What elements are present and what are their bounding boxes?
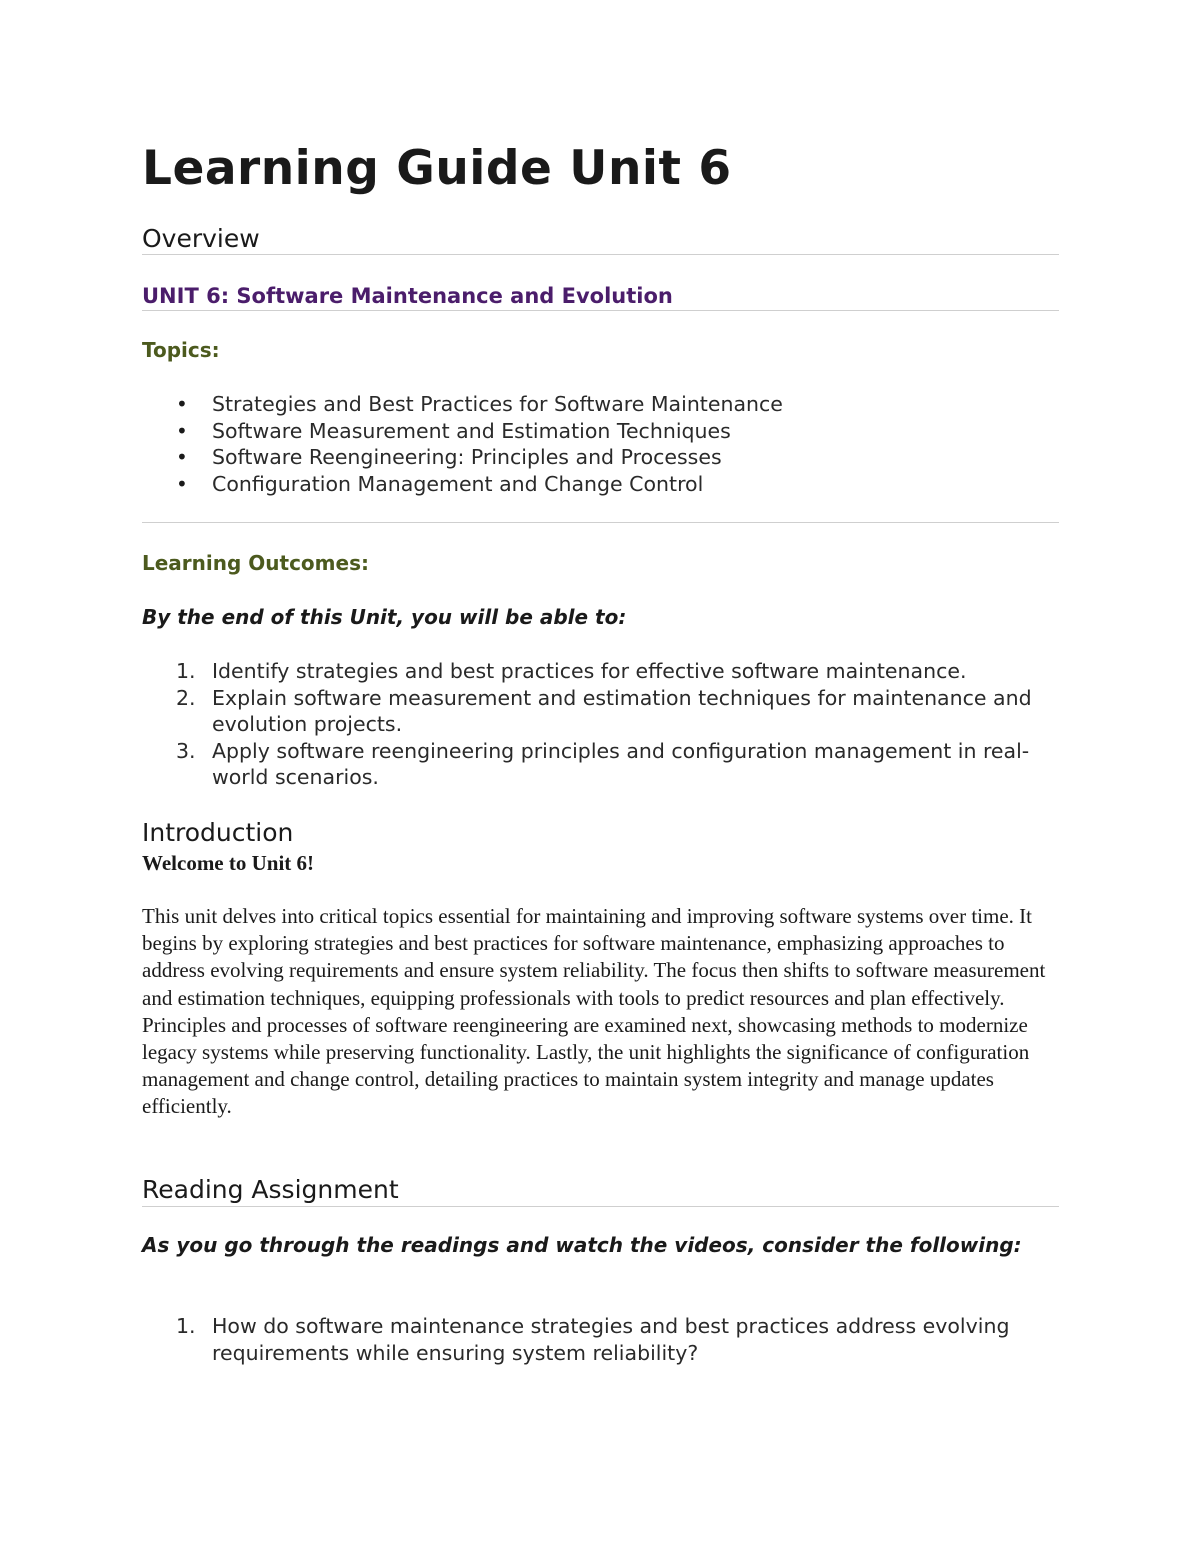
document-title: Learning Guide Unit 6 xyxy=(142,141,732,196)
question-text: How do software maintenance strategies and best practices address evolving requirements while ensuring system reliability? xyxy=(212,1314,1010,1365)
list-number: 3. xyxy=(176,738,196,763)
topics-label: Topics: xyxy=(142,338,220,362)
reading-assignment-heading: Reading Assignment xyxy=(142,1175,399,1204)
list-item xyxy=(142,471,1059,498)
bullet-icon: • xyxy=(176,392,188,416)
reading-divider xyxy=(142,1206,1059,1207)
outcomes-list xyxy=(142,658,1059,791)
list-item xyxy=(142,444,1059,471)
introduction-paragraph: This unit delves into critical topics essential for maintaining and improving software systems over time. It begins by exploring strategies and best practices for software maintenance, emphasizing approaches to address evolving requirements and ensure system reliability. The focus then shifts to software measurement and estimation techniques, equipping professionals with tools to predict resources and plan effectively. Principles and processes of software reengineering are examined next, showcasing methods to modernize legacy systems while preserving functionality. Lastly, the unit highlights the significance of configuration management and change control, detailing practices to maintain system integrity and manage updates efficiently. xyxy=(142,904,1046,1119)
list-item xyxy=(142,418,1059,445)
list-number: 1. xyxy=(176,659,196,683)
overview-heading: Overview xyxy=(142,224,260,253)
topic-text: Configuration Management and Change Control xyxy=(212,471,704,496)
list-item xyxy=(142,685,1059,738)
outcome-text: Identify strategies and best practices for effective software maintenance. xyxy=(212,659,967,683)
topic-text: Software Reengineering: Principles and Processes xyxy=(212,445,722,469)
list-number: 2. xyxy=(176,685,196,710)
reading-lead: As you go through the readings and watch the videos, consider the following: xyxy=(142,1233,1022,1257)
bullet-icon: • xyxy=(176,471,188,496)
outcome-text: Apply software reengineering principles and configuration management in real-world scenarios. xyxy=(212,738,1030,789)
list-item xyxy=(142,658,1059,685)
list-number: 1. xyxy=(176,1314,196,1338)
outcomes-label: Learning Outcomes: xyxy=(142,551,369,575)
welcome-text: Welcome to Unit 6! xyxy=(142,851,315,875)
section-divider xyxy=(142,522,1059,523)
list-item xyxy=(142,391,1059,418)
unit-title: UNIT 6: Software Maintenance and Evolution xyxy=(142,284,673,308)
outcomes-lead: By the end of this Unit, you will be able to: xyxy=(142,605,627,629)
list-item xyxy=(142,738,1059,791)
reading-questions-list xyxy=(142,1313,1059,1366)
unit-title-divider xyxy=(142,310,1059,311)
overview-divider xyxy=(142,254,1059,255)
introduction-heading: Introduction xyxy=(142,818,294,847)
topic-text: Strategies and Best Practices for Software Maintenance xyxy=(212,392,783,416)
list-item xyxy=(142,1313,1059,1366)
bullet-icon: • xyxy=(176,445,188,469)
bullet-icon: • xyxy=(176,418,188,443)
outcome-text: Explain software measurement and estimation techniques for maintenance and evolution projects. xyxy=(212,685,1032,736)
topics-list xyxy=(142,391,1059,497)
topic-text: Software Measurement and Estimation Techniques xyxy=(212,418,731,443)
